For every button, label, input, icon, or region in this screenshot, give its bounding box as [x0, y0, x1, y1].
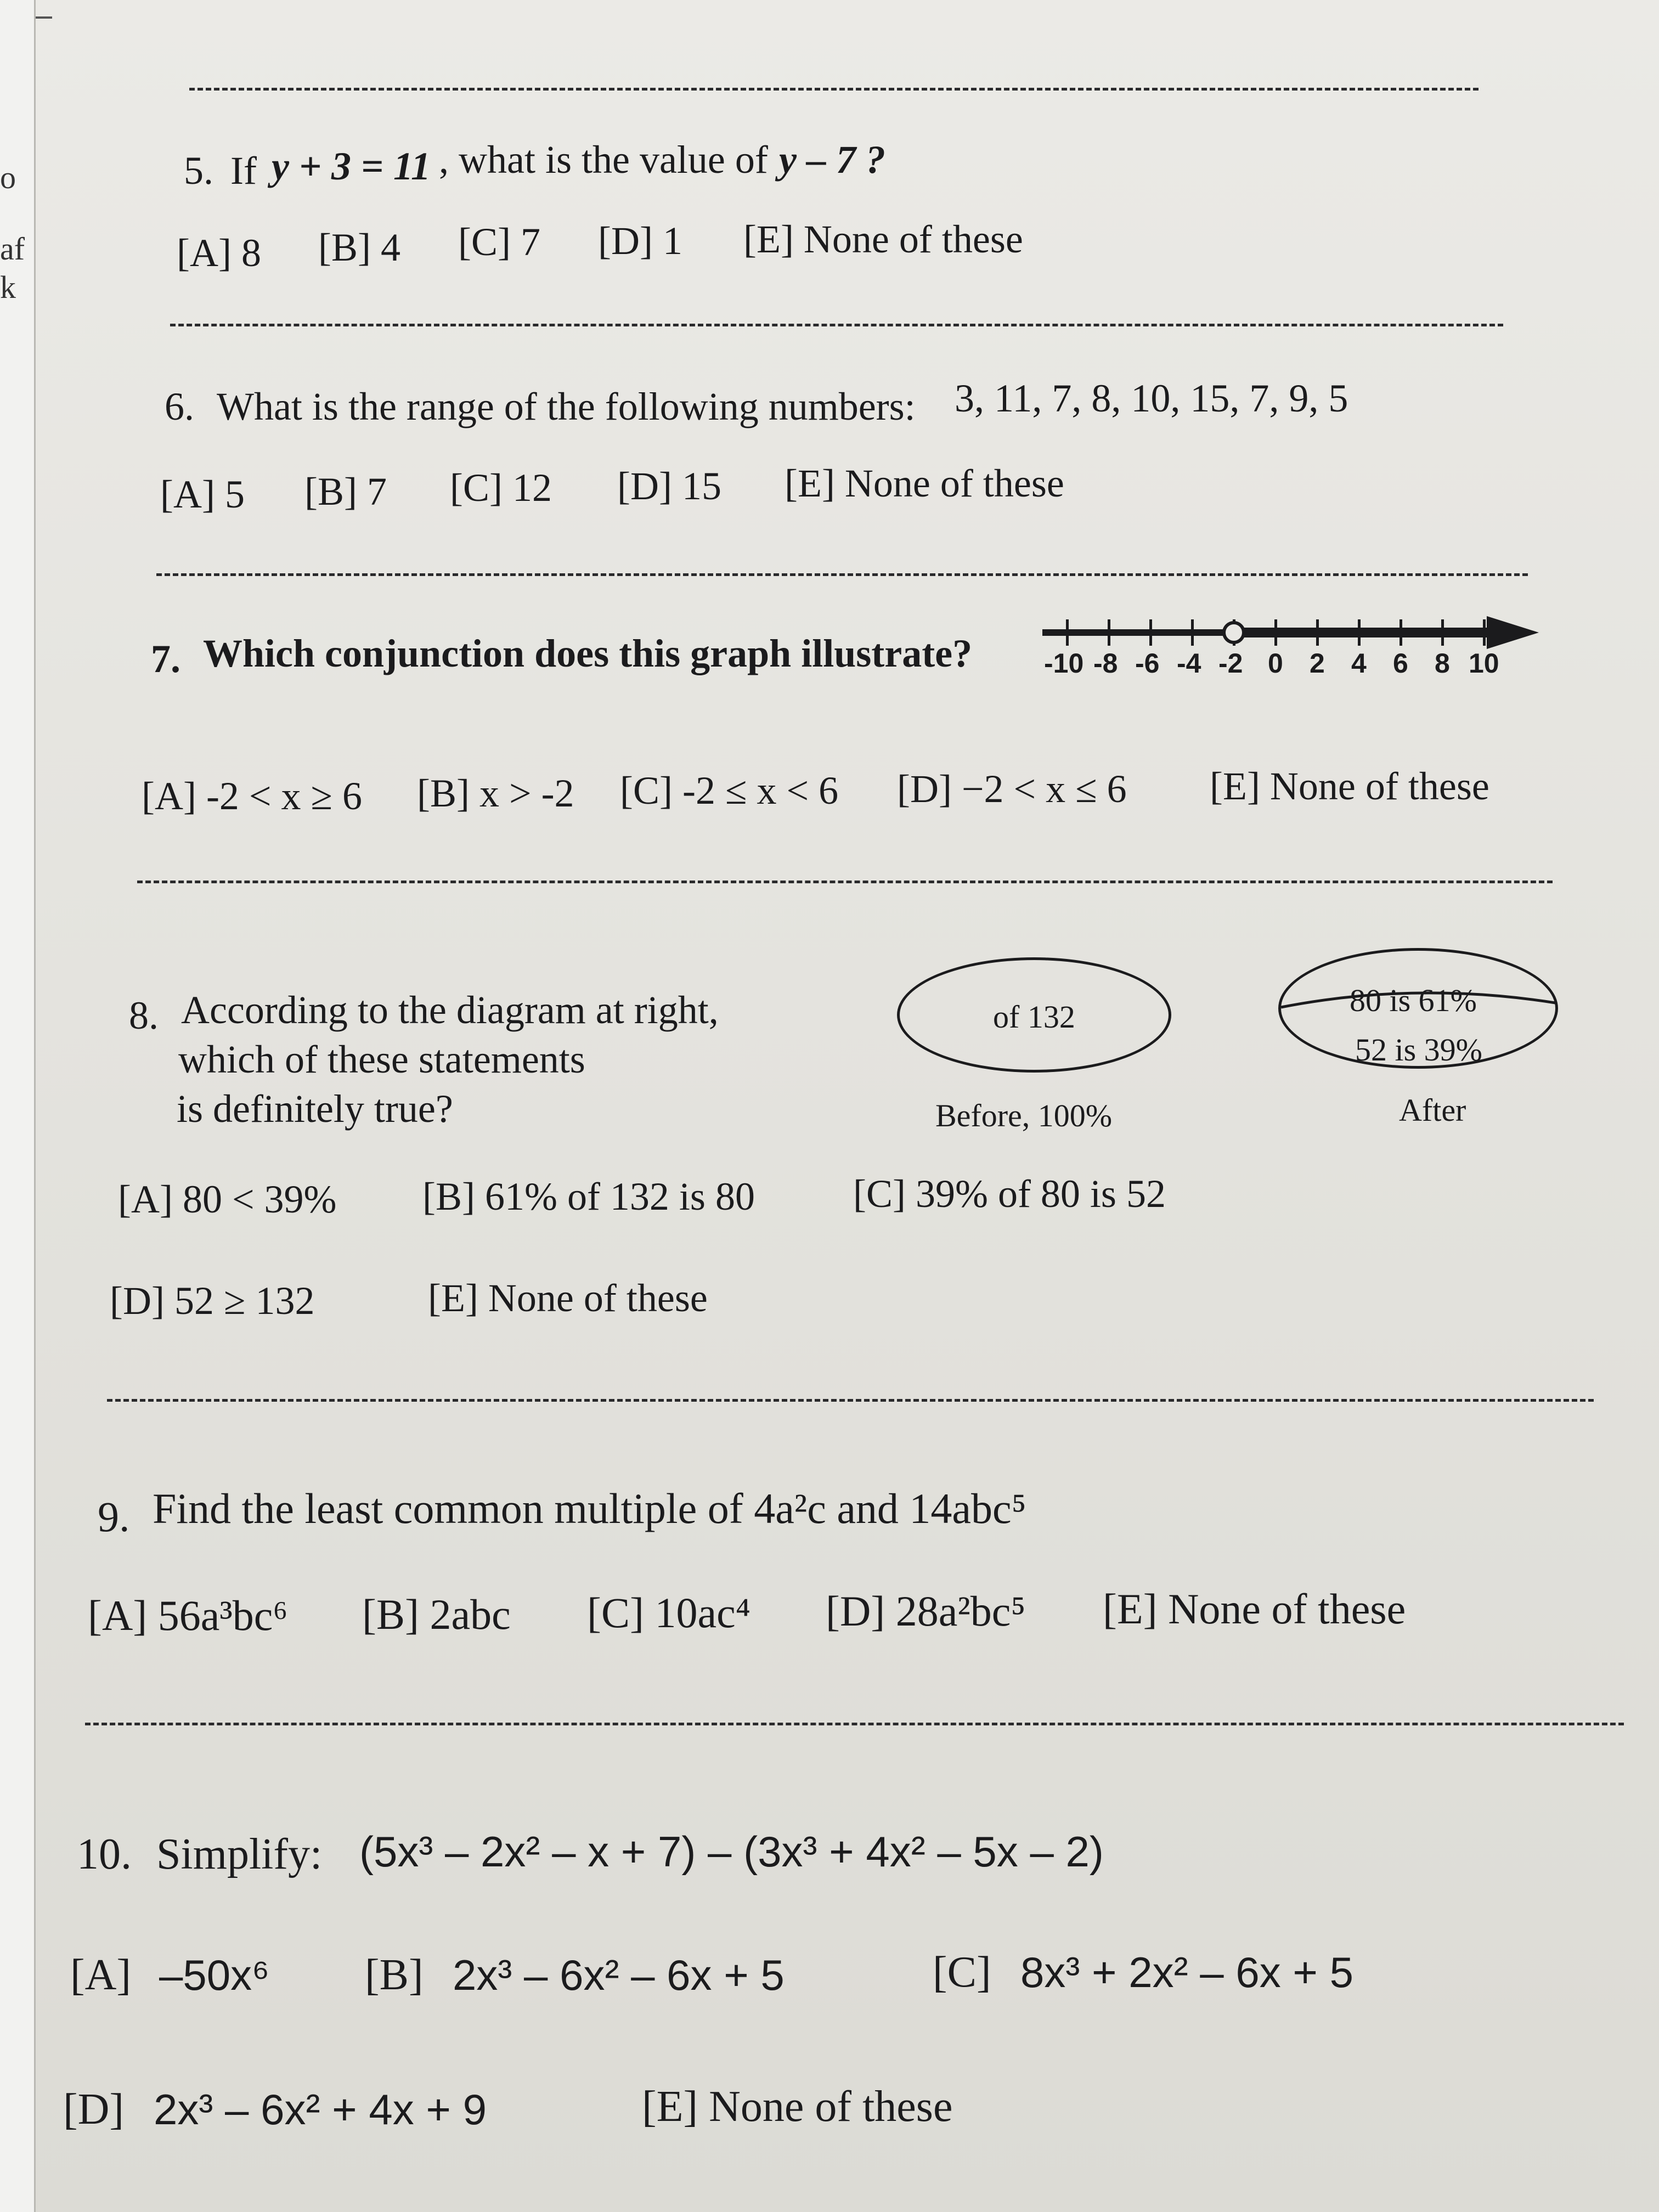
option-a[interactable]: [A] 8 [177, 231, 261, 275]
question-number: 8. [129, 994, 159, 1037]
before-label: Before, 100% [935, 1098, 1113, 1133]
tick-label: 2 [1310, 648, 1325, 679]
tick-label: 0 [1268, 648, 1283, 679]
polynomial-expression: (5x³ – 2x² – x + 7) – (3x³ + 4x² – 5x – 2) [359, 1827, 1104, 1876]
option-d[interactable]: [D] 1 [598, 219, 682, 263]
after-bottom-text: 52 is 39% [1355, 1032, 1482, 1068]
question-stem: What is the range of the following numbers: [217, 385, 916, 428]
question-number: 10. [77, 1830, 132, 1878]
question-number: 5. [184, 149, 213, 193]
divider [156, 573, 1528, 576]
divider [189, 88, 1479, 91]
option-b[interactable]: [B] 7 [304, 470, 387, 514]
before-oval-text: of 132 [993, 999, 1075, 1035]
divider [107, 1399, 1594, 1402]
divider [137, 881, 1553, 883]
tick-label: -4 [1177, 648, 1201, 679]
question-stem: , what is the value of [439, 138, 768, 182]
option-e[interactable]: [E] None of these [642, 2083, 953, 2131]
option-b[interactable]: [B] 2abc [362, 1590, 511, 1638]
question-stem-line: According to the diagram at right, [181, 988, 719, 1032]
equation: y + 3 = 11 [272, 144, 431, 188]
open-circle-point [1224, 623, 1244, 642]
margin-text: o [0, 160, 16, 195]
option-d[interactable]: [D] −2 < x ≤ 6 [897, 767, 1127, 811]
question-stem-label: Simplify: [156, 1830, 323, 1878]
option-d[interactable]: [D] 28a²bc⁵ [826, 1587, 1026, 1635]
option-e[interactable]: [E] None of these [1210, 764, 1489, 808]
tick-mark [1108, 619, 1110, 646]
option-e[interactable]: [E] None of these [785, 461, 1064, 505]
option-a[interactable]: [A] -2 < x ≥ 6 [142, 774, 363, 818]
tick-label: 8 [1435, 648, 1450, 679]
option-d-expr: 2x³ – 6x² + 4x + 9 [154, 2085, 487, 2134]
question-stem: Which conjunction does this graph illustrate? [203, 631, 973, 675]
option-a[interactable]: [A] 80 < 39% [118, 1177, 337, 1221]
margin-text: k [0, 269, 16, 305]
option-d[interactable]: [D] 52 ≥ 132 [110, 1279, 315, 1323]
question-stem: Find the least common multiple of 4a²c and 14abc⁵ [153, 1485, 1026, 1532]
after-top-text: 80 is 61% [1350, 983, 1477, 1018]
after-label: After [1399, 1092, 1466, 1128]
option-c[interactable]: [C] -2 ≤ x < 6 [620, 769, 839, 812]
option-d-label: [D] [63, 2085, 125, 2134]
divider [85, 1723, 1624, 1725]
option-c-expr: 8x³ + 2x² – 6x + 5 [1020, 1948, 1353, 1996]
option-a-expr: –50x⁶ [159, 1951, 270, 1999]
tick-label: -6 [1135, 648, 1160, 679]
option-c[interactable]: [C] 10ac⁴ [587, 1589, 751, 1637]
tick-label: -2 [1218, 648, 1243, 679]
tick-label: 10 [1469, 648, 1499, 679]
tick-mark [1066, 619, 1069, 646]
option-b-expr: 2x³ – 6x² – 6x + 5 [453, 1951, 785, 1999]
option-c[interactable]: [C] 12 [450, 466, 552, 510]
question-stem: If [230, 149, 257, 193]
option-e[interactable]: [E] None of these [743, 217, 1023, 261]
adjacent-page-margin [0, 0, 36, 2212]
expression: y – 7 ? [779, 138, 885, 182]
option-a-label: [A] [70, 1951, 132, 1999]
tick-label: -10 [1044, 648, 1084, 679]
option-c[interactable]: [C] 7 [458, 220, 540, 264]
option-a[interactable]: [A] 56a³bc⁶ [88, 1592, 288, 1639]
option-c[interactable]: [C] 39% of 80 is 52 [853, 1172, 1166, 1216]
option-b[interactable]: [B] 4 [318, 225, 400, 269]
tick-mark [1149, 619, 1152, 646]
option-b[interactable]: [B] x > -2 [417, 771, 574, 815]
shaded-ray [1244, 628, 1498, 637]
number-list: 3, 11, 7, 8, 10, 15, 7, 9, 5 [955, 376, 1348, 420]
question-number: 9. [98, 1493, 130, 1541]
option-d[interactable]: [D] 15 [617, 464, 721, 508]
option-a[interactable]: [A] 5 [160, 472, 245, 516]
question-number: 6. [165, 385, 194, 428]
divider [170, 324, 1503, 326]
tick-mark [1191, 619, 1194, 646]
tick-label: -8 [1093, 648, 1118, 679]
tick-label: 6 [1393, 648, 1408, 679]
margin-text: af [0, 231, 25, 267]
question-stem-line: which of these statements [178, 1037, 585, 1081]
option-c-label: [C] [933, 1948, 991, 1996]
question-number: 7. [151, 637, 180, 681]
option-e[interactable]: [E] None of these [428, 1276, 708, 1320]
question-stem-line: is definitely true? [177, 1087, 453, 1131]
option-e[interactable]: [E] None of these [1103, 1585, 1406, 1633]
option-b-label: [B] [365, 1951, 424, 1999]
option-b[interactable]: [B] 61% of 132 is 80 [422, 1175, 755, 1218]
tick-label: 4 [1351, 648, 1367, 679]
